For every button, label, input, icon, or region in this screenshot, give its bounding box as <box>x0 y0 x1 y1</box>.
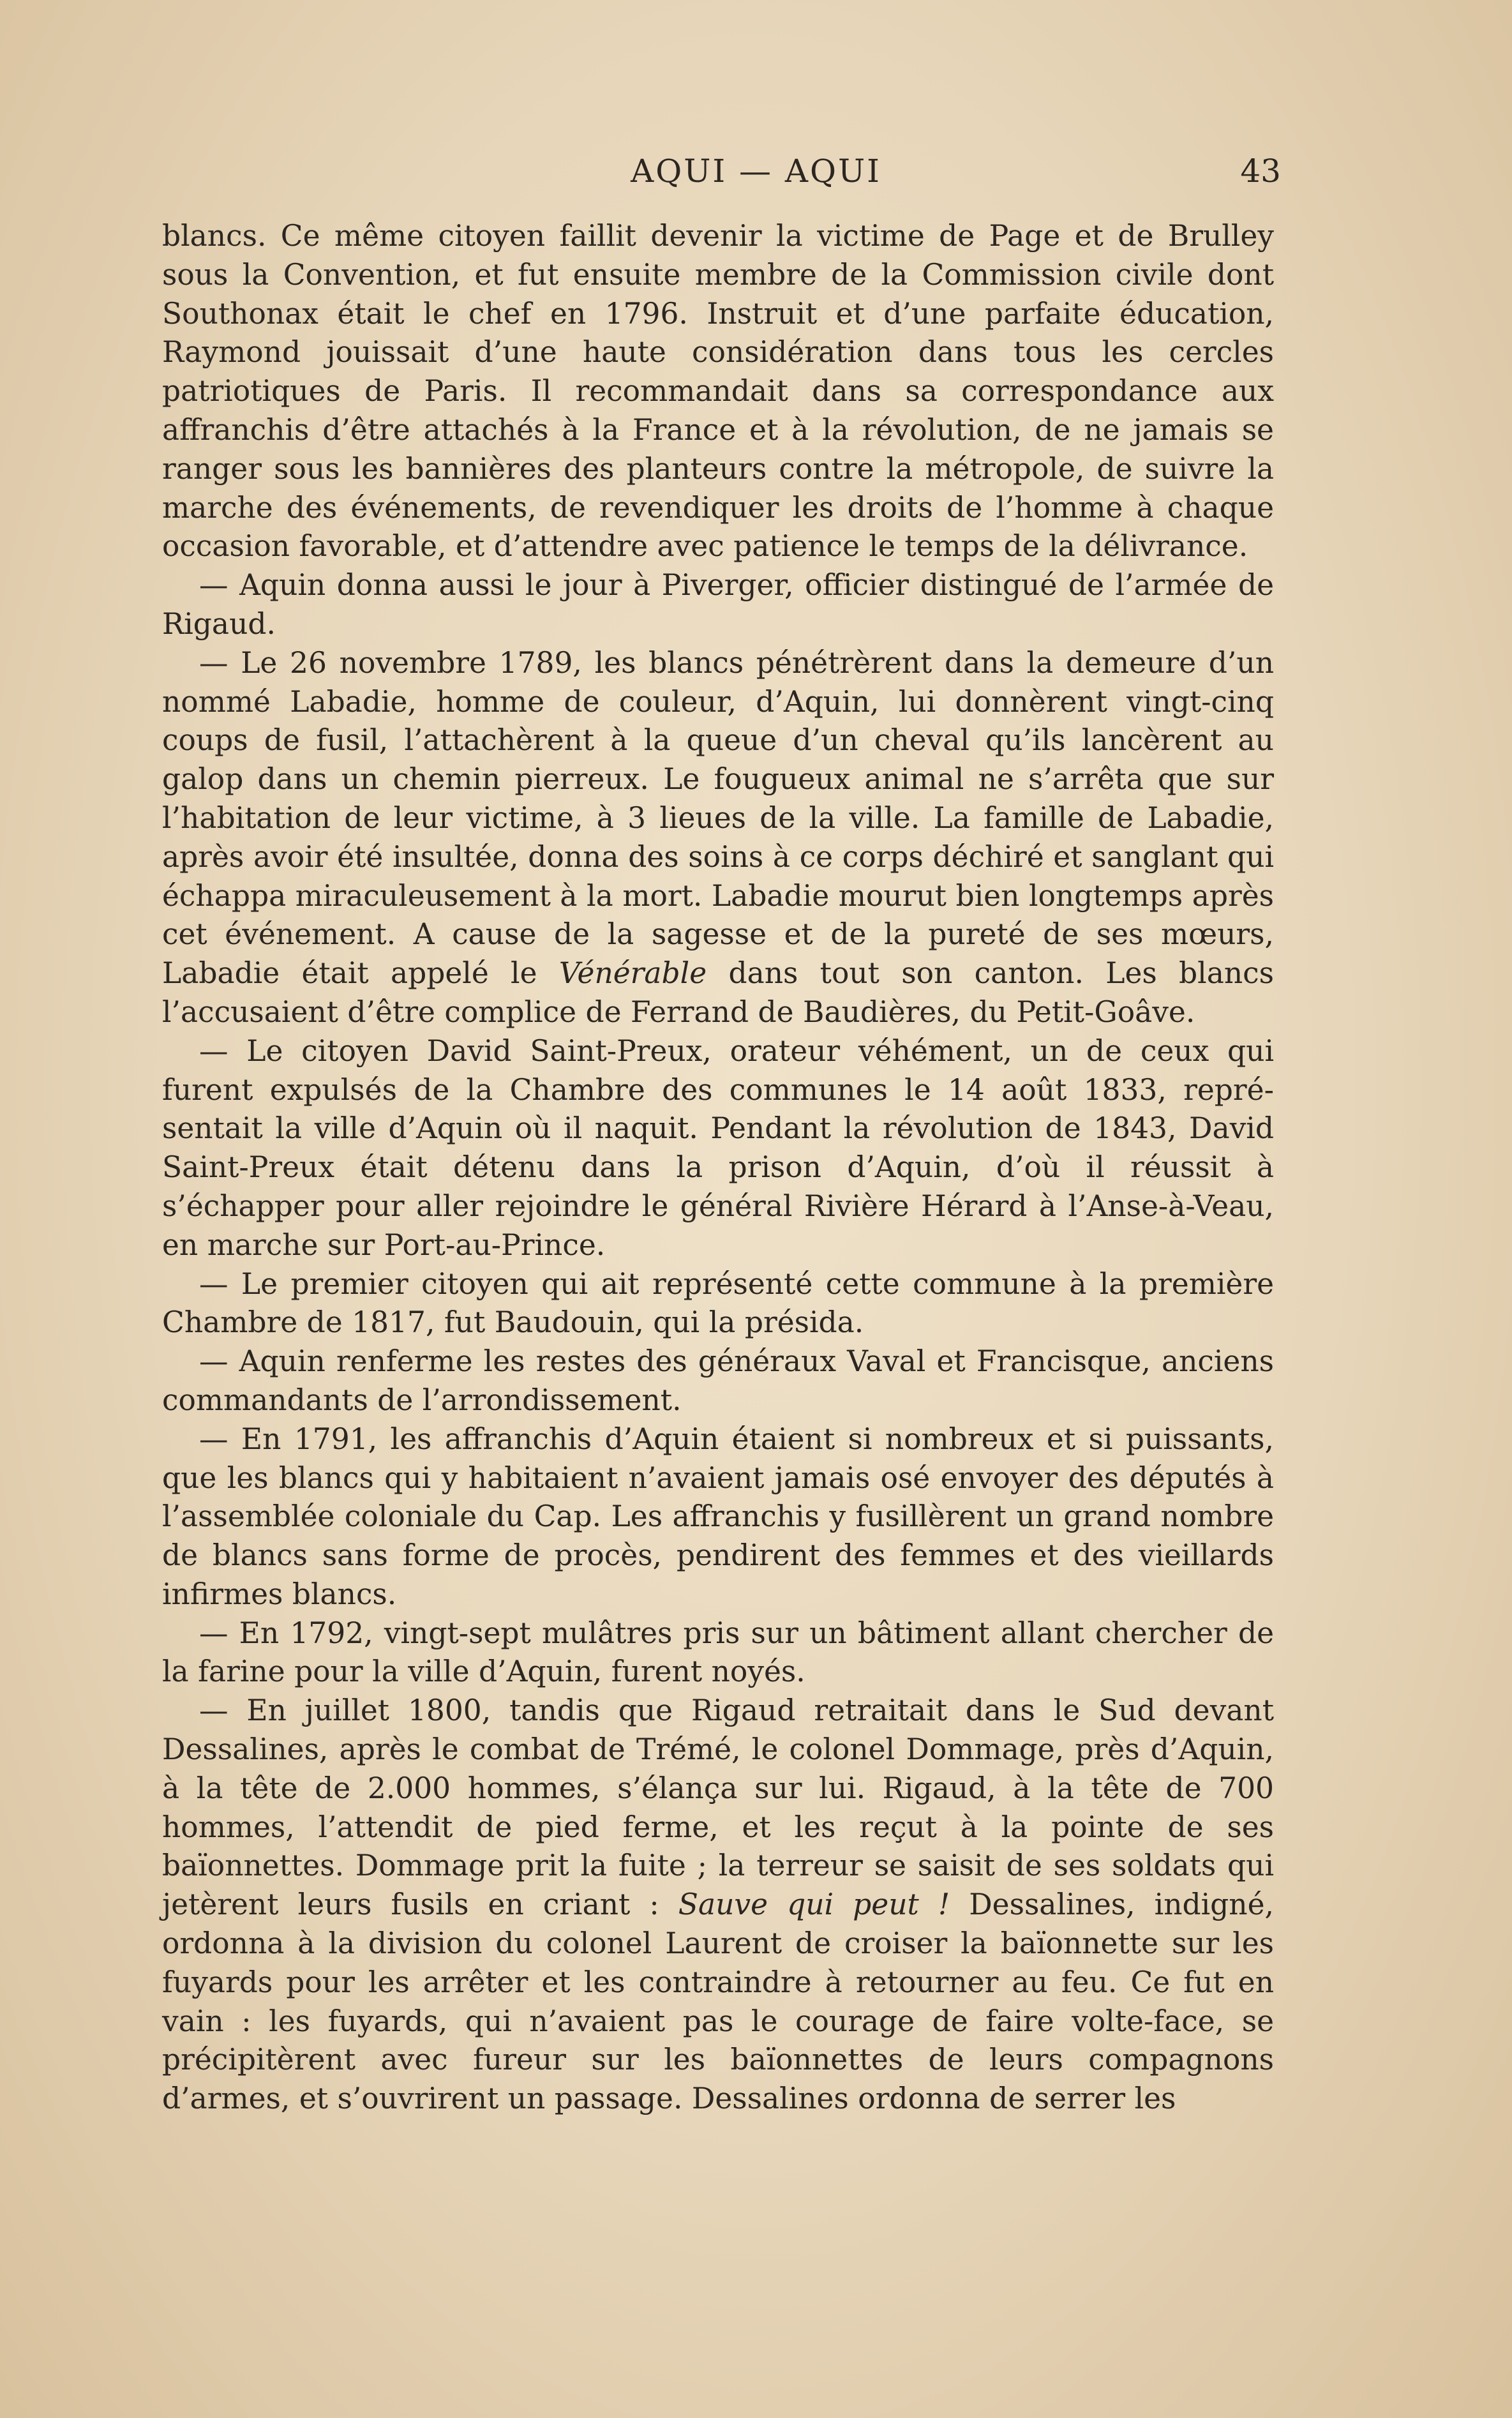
venerable-italic: Vénérable <box>558 956 707 991</box>
body-text <box>162 217 1274 2119</box>
paragraph-generaux: — Aquin renferme les restes des généraux Vaval et Francisque, anciens commandants de l’arrondissement. <box>162 1344 1274 1417</box>
paragraph-baudouin: — Le premier citoyen qui ait représenté cette commune à la première Chambre de 1817, fut Baudouin, qui la présida. <box>162 1266 1274 1340</box>
paragraph-labadie-text-b: dans tout son canton. Les blancs l’accusaient d’être complice de Ferrand de Baudières, du Petit-Goâve. <box>162 956 1274 1029</box>
running-title: AQUI — AQUI <box>631 153 881 190</box>
paragraph-labadie-text-a: — Le 26 novembre 1789, les blancs pénétrèrent dans la demeure d’un nommé Labadie, homme de couleur, d’Aquin, lui donnèrent vingt-cinq coups de fusil, l’attachèrent à la queue d’un cheval qu’ils lancèrent au galop dans un chemin pierreux. Le fougueux animal ne s’arrêta que sur l’habitation de leur victime, à 3 lieues de la ville. La famille de Labadie, après avoir été insultée, donna des soins à ce corps déchiré et sanglant qui échappa miraculeusement à la mort. Labadie mourut bien longtemps après cet événement. A cause de la sagesse et de la pureté de ses mœurs, Labadie était appelé le <box>162 645 1274 991</box>
paragraph-1800-text-a: — En juillet 1800, tandis que Rigaud retraitait dans le Sud devant Dessalines, après le combat de Trémé, le colonel Dommage, près d’Aquin, à la tête de 2.000 hommes, s’élança sur lui. Rigaud, à la tête de 700 hommes, l’attendit de pied ferme, et les reçut à la pointe de ses baïonnettes. Dommage prit la fuite ; la terreur se saisit de ses soldats qui jetèrent leurs fusils en criant : <box>162 1693 1274 1922</box>
paragraph-1792: — En 1792, vingt-sept mulâtres pris sur un bâtiment allant chercher de la farine pour la ville d’Aquin, furent noyés. <box>162 1616 1274 1689</box>
paragraph-raymond: blancs. Ce même citoyen faillit devenir la victime de Page et de Brulley sous la Convention, et fut ensuite membre de la Commission civile dont Southonax était le chef en 1796. Instruit et d’une parfaite éducation, Raymond jouissait d’une haute considération dans tous les cercles patriotiques de Paris. Il recommandait dans sa correspondance aux affranchis d’être attachés à la France et à la révolution, de ne jamais se ranger sous les bannières des planteurs contre la métropole, de suivre la marche des événements, de revendiquer les droits de l’homme à chaque occasion favorable, et d’attendre avec patience le temps de la délivrance. <box>162 219 1274 564</box>
page-number: 43 <box>1240 153 1281 190</box>
paragraph-1791: — En 1791, les affranchis d’Aquin étaient si nombreux et si puissants, que les blancs qui y habitaient n’avaient jamais osé envoyer des députés à l’assemblée coloniale du Cap. Les affranchis y fusillèrent un grand nombre de blancs sans forme de procès, pendirent des femmes et des vieillards infirmes blancs. <box>162 1422 1274 1611</box>
paragraph-saint-preux: — Le citoyen David Saint-Preux, orateur véhément, un de ceux qui furent expulsés de la Chambre des communes le 14 août 1833, représentait la ville d’Aquin où il naquit. Pendant la révolution de 1843, David Saint-Preux était détenu dans la prison d’Aquin, d’où il réussit à s’échapper pour aller rejoindre le général Rivière Hérard à l’Anse-à-Veau, en marche sur Port-au-Prince. <box>162 1033 1274 1262</box>
sauve-qui-peut-italic: Sauve qui peut ! <box>678 1888 950 1922</box>
paragraph-1800-text-b: Dessalines, indigné, ordonna à la division du colonel Laurent de croiser la baïonnette sur les fuyards pour les arrêter et les contraindre à retourner au feu. Ce fut en vain : les fuyards, qui n’avaient pas le courage de faire volte-face, se précipitèrent avec fureur sur les baïonnettes de leurs compagnons d’armes, et s’ouvrirent un passage. Dessalines ordonna de serrer les <box>162 1888 1275 2116</box>
paragraph-1800 <box>162 1692 1274 2119</box>
running-head <box>0 146 1512 197</box>
paragraph-labadie <box>162 644 1274 1032</box>
paragraph-piverger: — Aquin donna aussi le jour à Piverger, officier distingué de l’armée de Rigaud. <box>162 568 1274 641</box>
